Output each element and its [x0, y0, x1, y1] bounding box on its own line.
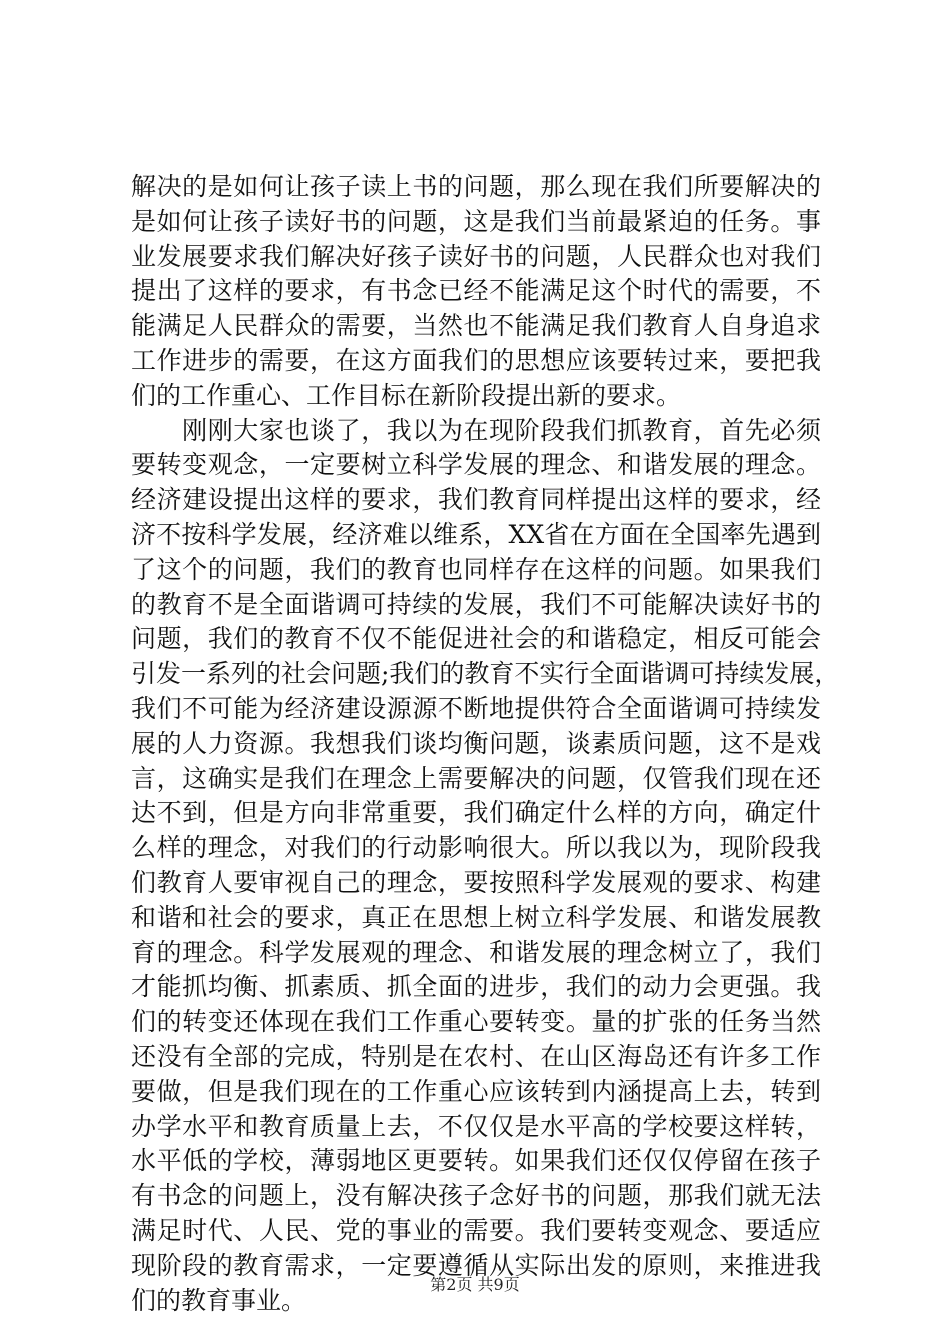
page-number-footer: 第2页 共9页 — [430, 1275, 520, 1294]
text-line: 要转变观念，一定要树立科学发展的理念、和谐发展的理念。 — [131, 450, 821, 480]
text-line: 我们不可能为经济建设源源不断地提供符合全面谐调可持续发 — [131, 693, 821, 723]
text-line: 业发展要求我们解决好孩子读好书的问题，人民群众也对我们 — [131, 241, 821, 271]
text-line: 济不按科学发展，经济难以维系，XX省在方面在全国率先遇到 — [131, 519, 821, 549]
text-line: 水平低的学校，薄弱地区更要转。如果我们还仅仅停留在孩子 — [131, 1146, 821, 1176]
text-line: 问题，我们的教育不仅不能促进社会的和谐稳定，相反可能会 — [131, 624, 821, 654]
text-line: 刚刚大家也谈了，我以为在现阶段我们抓教育，首先必须 — [131, 415, 821, 445]
text-line: 达不到，但是方向非常重要，我们确定什么样的方向，确定什 — [131, 798, 821, 828]
text-line: 们的教育事业。 — [131, 1285, 307, 1315]
text-line: 们的工作重心、工作目标在新阶段提出新的要求。 — [131, 380, 682, 410]
text-line: 育的理念。科学发展观的理念、和谐发展的理念树立了，我们 — [131, 937, 821, 967]
text-line: 和谐和社会的要求，真正在思想上树立科学发展、和谐发展教 — [131, 902, 821, 932]
text-line: 提出了这样的要求，有书念已经不能满足这个时代的需要，不 — [131, 276, 821, 306]
text-line: 解决的是如何让孩子读上书的问题，那么现在我们所要解决的 — [131, 172, 821, 201]
text-line: 才能抓均衡、抓素质、抓全面的进步，我们的动力会更强。我 — [131, 972, 821, 1002]
text-line: 们教育人要审视自己的理念，要按照科学发展观的要求、构建 — [131, 867, 821, 897]
text-line: 满足时代、人民、党的事业的需要。我们要转变观念、要适应 — [131, 1215, 821, 1245]
text-line: 展的人力资源。我想我们谈均衡问题，谈素质问题，这不是戏 — [131, 728, 821, 758]
text-line: 能满足人民群众的需要，当然也不能满足我们教育人自身追求 — [131, 311, 821, 341]
text-line: 现阶段的教育需求，一定要遵循从实际出发的原则，来推进我 — [131, 1250, 821, 1280]
body-text — [131, 170, 840, 1318]
text-line: 要做，但是我们现在的工作重心应该转到内涵提高上去，转到 — [131, 1076, 821, 1106]
text-line: 么样的理念，对我们的行动影响很大。所以我以为，现阶段我 — [131, 833, 821, 863]
text-line: 了这个的问题，我们的教育也同样存在这样的问题。如果我们 — [131, 554, 821, 584]
text-line: 还没有全部的完成，特别是在农村、在山区海岛还有许多工作 — [131, 1041, 821, 1071]
text-line: 引发一系列的社会问题;我们的教育不实行全面谐调可持续发展， — [131, 659, 840, 689]
text-line: 的教育不是全面谐调可持续的发展，我们不可能解决读好书的 — [131, 589, 821, 619]
text-line: 言，这确实是我们在理念上需要解决的问题，仅管我们现在还 — [131, 763, 821, 793]
text-line: 工作进步的需要，在这方面我们的思想应该要转过来，要把我 — [131, 345, 821, 375]
text-line: 经济建设提出这样的要求，我们教育同样提出这样的要求，经 — [131, 485, 821, 515]
text-line: 们的转变还体现在我们工作重心要转变。量的扩张的任务当然 — [131, 1007, 821, 1037]
text-line: 有书念的问题上，没有解决孩子念好书的问题，那我们就无法 — [131, 1181, 821, 1211]
text-line: 是如何让孩子读好书的问题，这是我们当前最紧迫的任务。事 — [131, 206, 821, 236]
text-line: 办学水平和教育质量上去，不仅仅是水平高的学校要这样转， — [131, 1111, 821, 1141]
